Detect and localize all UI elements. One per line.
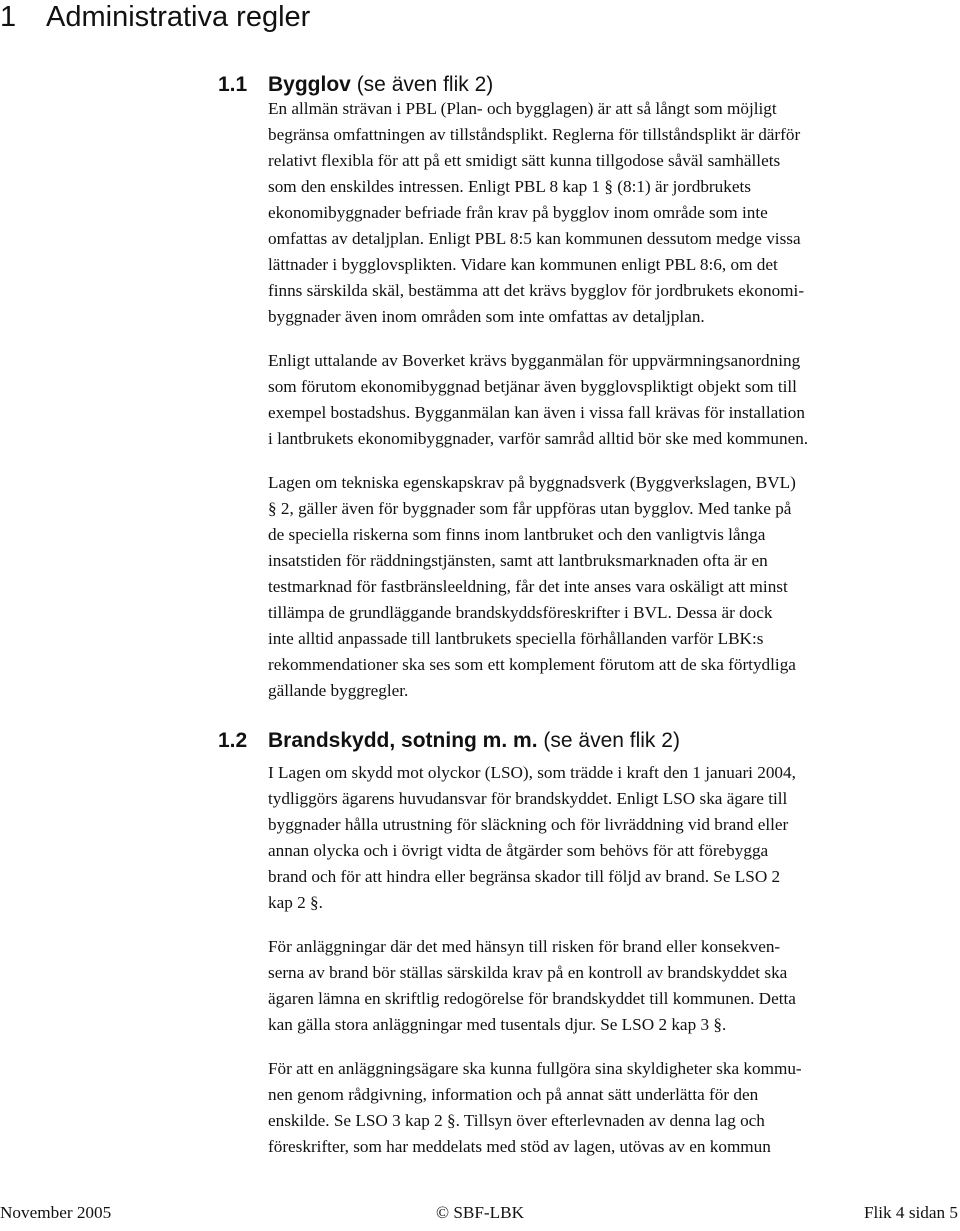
text-line: som förutom ekonomibyggnad betjänar även bygglovspliktigt objekt som till <box>268 377 797 396</box>
footer-copyright: © SBF-LBK <box>435 1203 525 1222</box>
text-line: insatstiden för räddningstjänsten, samt att lantbruksmarknaden ofta är en <box>268 551 768 570</box>
section-reference: (se även flik 2) <box>356 73 494 96</box>
text-line: testmarknad för fastbränsleeldning, får det inte anses vara oskäligt att minst <box>268 577 788 596</box>
text-line: För anläggningar där det med hänsyn till risken för brand eller konsekven- <box>268 937 781 956</box>
text-line: enskilde. Se LSO 3 kap 2 §. Tillsyn över efterlevnaden av denna lag och <box>268 1111 765 1130</box>
section-number: 1.1 <box>218 73 248 96</box>
text-line: tillämpa de grundläggande brandskyddsföreskrifter i BVL. Dessa är dock <box>268 603 773 622</box>
paragraph <box>268 1056 918 1160</box>
text-line: § 2, gäller även för byggnader som får uppföras utan bygglov. Med tanke på <box>268 499 792 518</box>
section-number: 1.2 <box>218 729 248 752</box>
text-line: Enligt uttalande av Boverket krävs bygganmälan för uppvärmningsanordning <box>268 351 801 370</box>
text-line: som den enskildes intressen. Enligt PBL 8 kap 1 § (8:1) är jordbrukets <box>268 177 751 196</box>
text-line: kan gälla stora anläggningar med tusentals djur. Se LSO 2 kap 3 §. <box>268 1015 727 1034</box>
paragraph <box>268 760 918 916</box>
text-line: I Lagen om skydd mot olyckor (LSO), som trädde i kraft den 1 januari 2004, <box>268 763 796 782</box>
paragraph <box>268 348 918 452</box>
text-line: serna av brand bör ställas särskilda krav på en kontroll av brandskyddet ska <box>268 963 788 982</box>
text-line: de speciella riskerna som finns inom lantbruket och den vanligtvis långa <box>268 525 766 544</box>
text-line: Lagen om tekniska egenskapskrav på byggnadsverk (Byggverkslagen, BVL) <box>268 473 796 492</box>
text-line: ekonomibyggnader befriade från krav på bygglov inom område som inte <box>268 203 768 222</box>
text-line: byggnader hålla utrustning för släckning och för livräddning vid brand eller <box>268 815 789 834</box>
text-line: ägaren lämna en skriftlig redogörelse för brandskyddet till kommunen. Detta <box>268 989 796 1008</box>
text-line: inte alltid anpassade till lantbrukets speciella förhållanden varför LBK:s <box>268 629 764 648</box>
paragraph <box>268 470 918 704</box>
text-line: brand och för att hindra eller begränsa skador till följd av brand. Se LSO 2 <box>268 867 781 886</box>
text-line: finns särskilda skäl, bestämma att det krävs bygglov för jordbrukets ekonomi- <box>268 281 805 300</box>
footer-date: November 2005 <box>0 1203 112 1222</box>
text-line: annan olycka och i övrigt vidta de åtgärder som behövs för att förebygga <box>268 841 769 860</box>
text-line: föreskrifter, som har meddelats med stöd av lagen, utövas av en kommun <box>268 1137 771 1156</box>
page-footer <box>0 1200 960 1226</box>
text-line: byggnader även inom områden som inte omfattas av detaljplan. <box>268 307 705 326</box>
section-heading-1-1 <box>218 72 493 98</box>
footer-page-number: Flik 4 sidan 5 <box>863 1203 958 1222</box>
chapter-heading <box>0 0 310 34</box>
section-reference: (se även flik 2) <box>543 729 680 752</box>
paragraph <box>268 934 918 1038</box>
section-heading-1-2 <box>218 728 680 754</box>
text-line: nen genom rådgivning, information och på annat sätt underlätta för den <box>268 1085 759 1104</box>
text-line: rekommendationer ska ses som ett komplement förutom att de ska förtydliga <box>268 655 796 674</box>
text-line: lättnader i bygglovsplikten. Vidare kan kommunen enligt PBL 8:6, om det <box>268 255 778 274</box>
section-title: Brandskydd, sotning m. m. <box>268 729 538 752</box>
text-line: gällande byggregler. <box>268 681 409 700</box>
section-body-1-2 <box>268 760 918 1178</box>
text-line: En allmän strävan i PBL (Plan- och bygglagen) är att så långt som möjligt <box>268 99 777 118</box>
text-line: omfattas av detaljplan. Enligt PBL 8:5 kan kommunen dessutom medge vissa <box>268 229 801 248</box>
chapter-title: Administrativa regler <box>46 1 311 33</box>
text-line: exempel bostadshus. Bygganmälan kan även i vissa fall krävas för installation <box>268 403 805 422</box>
text-line: i lantbrukets ekonomibyggnader, varför samråd alltid bör ske med kommunen. <box>268 429 809 448</box>
section-title: Bygglov <box>268 73 351 96</box>
text-line: kap 2 §. <box>268 893 323 912</box>
paragraph <box>268 96 918 330</box>
text-line: För att en anläggningsägare ska kunna fullgöra sina skyldigheter ska kommu- <box>268 1059 802 1078</box>
chapter-number: 1 <box>0 1 17 33</box>
text-line: begränsa omfattningen av tillståndsplikt. Reglerna för tillståndsplikt är därför <box>268 125 801 144</box>
text-line: tydliggörs ägarens huvudansvar för brandskyddet. Enligt LSO ska ägare till <box>268 789 788 808</box>
text-line: relativt flexibla för att på ett smidigt sätt kunna tillgodose såväl samhällets <box>268 151 781 170</box>
section-body-1-1 <box>268 96 918 722</box>
